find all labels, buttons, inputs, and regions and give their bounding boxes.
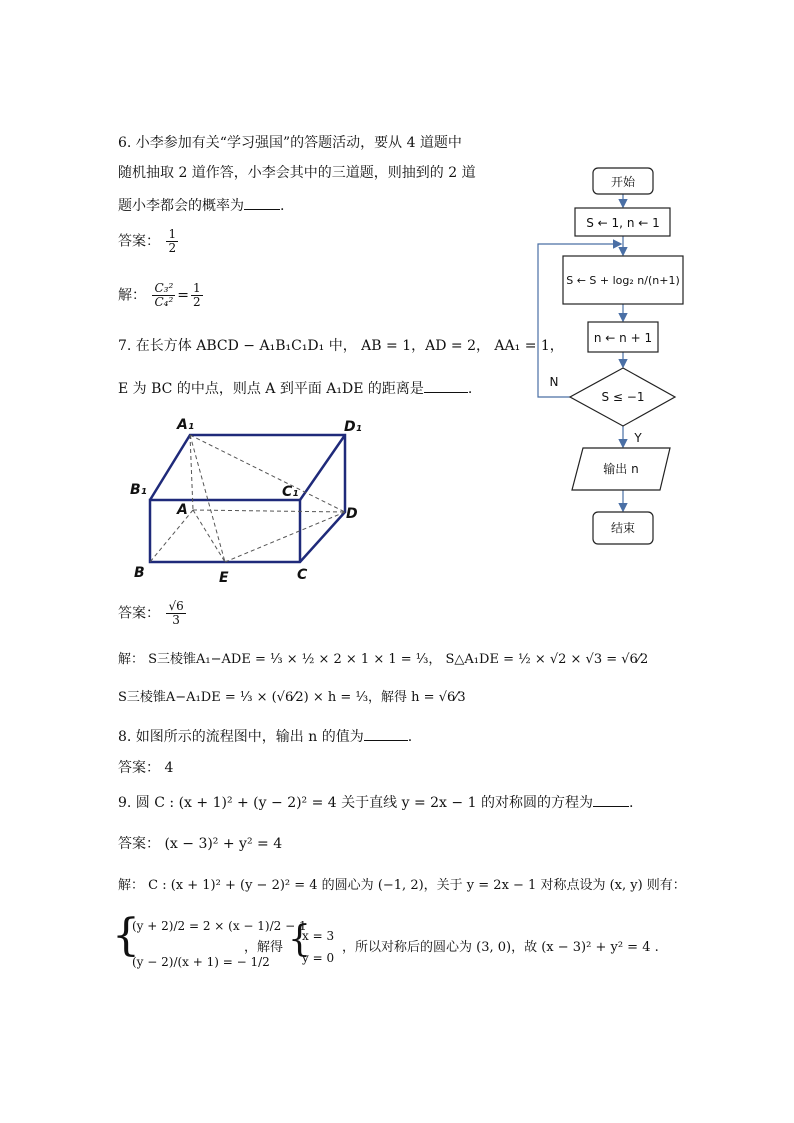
q9-solution-mid: ，解得 <box>244 940 284 955</box>
q9-system-eq1: (y + 2)/2 = 2 × (x − 1)/2 − 1 <box>132 919 307 933</box>
sol-result <box>191 282 203 309</box>
q6-line3-text: 题小李都会的概率为 <box>118 198 244 214</box>
q8-answer: 答案： 4 <box>118 760 174 776</box>
q6-line1: 6. 小李参加有关“学习强国”的答题活动，要从 4 道题中 <box>118 135 462 151</box>
increment-label: n ← n + 1 <box>593 331 653 345</box>
end-label: 结束 <box>610 521 636 535</box>
frac-den: C₄² <box>154 295 174 309</box>
q6-answer <box>118 228 180 255</box>
system-brace-1: { <box>112 910 140 961</box>
output-label: 输出 n <box>603 462 639 476</box>
label-B1: B₁ <box>130 482 147 498</box>
answer-blank <box>364 726 408 741</box>
q9-result-x: x = 3 <box>302 929 335 943</box>
no-label: N <box>549 375 559 389</box>
q6-line2: 随机抽取 2 道作答，小李会其中的三道题，则抽到的 2 道 <box>118 165 476 181</box>
q7-answer <box>118 600 188 627</box>
label-A: A <box>177 502 188 518</box>
answer-blank <box>424 378 468 393</box>
label-A1: A₁ <box>177 417 194 433</box>
sol-fraction <box>152 282 175 309</box>
cuboid-solid-edges <box>150 435 345 562</box>
q9-system-eq2: (y − 2)/(x + 1) = − 1/2 <box>132 955 270 969</box>
yes-label: Y <box>634 431 642 445</box>
q8-line1-text: 8. 如图所示的流程图中，输出 n 的值为 <box>118 729 364 745</box>
q7-line1: 7. 在长方体 ABCD − A₁B₁C₁D₁ 中， AB = 1，AD = 2， AA₁ = 1， <box>118 338 564 354</box>
update-label: S ← S + log₂ n/(n+1) <box>566 274 680 287</box>
label-C1: C₁ <box>282 484 299 500</box>
start-label: 开始 <box>610 175 636 189</box>
label-D: D <box>346 506 358 522</box>
q9-solution-end: ，所以对称后的圆心为 (3, 0)，故 (x − 3)² + y² = 4 . <box>342 940 659 955</box>
frac-num: 1 <box>168 227 177 241</box>
frac-num: √6 <box>168 599 184 613</box>
equals: = <box>177 287 189 304</box>
q9-line1-text: 9. 圆 C : (x + 1)² + (y − 2)² = 4 关于直线 y = 2x − 1 的对称圆的方程为 <box>118 795 593 811</box>
frac-num: 1 <box>193 281 201 295</box>
q7-line2-text: E 为 BC 的中点，则点 A 到平面 A₁DE 的距离是 <box>118 381 424 397</box>
frac-den: 2 <box>168 241 177 255</box>
solution-label: 解： <box>118 287 146 304</box>
answer-blank <box>244 195 280 210</box>
cuboid-figure <box>125 412 365 592</box>
init-label: S ← 1, n ← 1 <box>586 216 660 230</box>
q8-line1: 8. 如图所示的流程图中，输出 n 的值为 . <box>118 726 412 747</box>
q6-solution <box>118 282 205 309</box>
q7-solution-2: S三棱锥A−A₁DE = ⅓ × (√6⁄2) × h = ⅓，解得 h = √6⁄3 <box>118 690 466 705</box>
label-B: B <box>134 565 145 581</box>
label-C: C <box>297 567 308 583</box>
answer-label: 答案： <box>118 233 160 250</box>
answer-fraction <box>166 228 178 255</box>
q9-line1: 9. 圆 C : (x + 1)² + (y − 2)² = 4 关于直线 y = 2x − 1 的对称圆的方程为 . <box>118 792 633 813</box>
q7-line2: E 为 BC 的中点，则点 A 到平面 A₁DE 的距离是 . <box>118 378 472 399</box>
q9-result-y: y = 0 <box>302 951 335 965</box>
q9-solution-1: 解： C : (x + 1)² + (y − 2)² = 4 的圆心为 (−1, 2)，关于 y = 2x − 1 对称点设为 (x, y) 则有： <box>118 878 686 893</box>
q9-answer: 答案： (x − 3)² + y² = 4 <box>118 836 283 852</box>
frac-den: 2 <box>193 295 201 309</box>
condition-label: S ≤ −1 <box>601 390 645 404</box>
label-E: E <box>219 570 229 586</box>
q6-line3: 题小李都会的概率为 . <box>118 195 284 216</box>
system-brace-2: { <box>288 919 311 960</box>
answer-label: 答案： <box>118 605 160 622</box>
frac-num: C₃² <box>154 281 174 295</box>
answer-fraction <box>166 600 185 627</box>
flowchart <box>520 160 720 560</box>
answer-blank <box>593 792 629 807</box>
frac-den: 3 <box>172 613 180 627</box>
label-D1: D₁ <box>344 419 362 435</box>
q7-solution-1: 解： S三棱锥A₁−ADE = ⅓ × ½ × 2 × 1 × 1 = ⅓， S△A₁DE = ½ × √2 × √3 = √6⁄2 <box>118 652 649 667</box>
